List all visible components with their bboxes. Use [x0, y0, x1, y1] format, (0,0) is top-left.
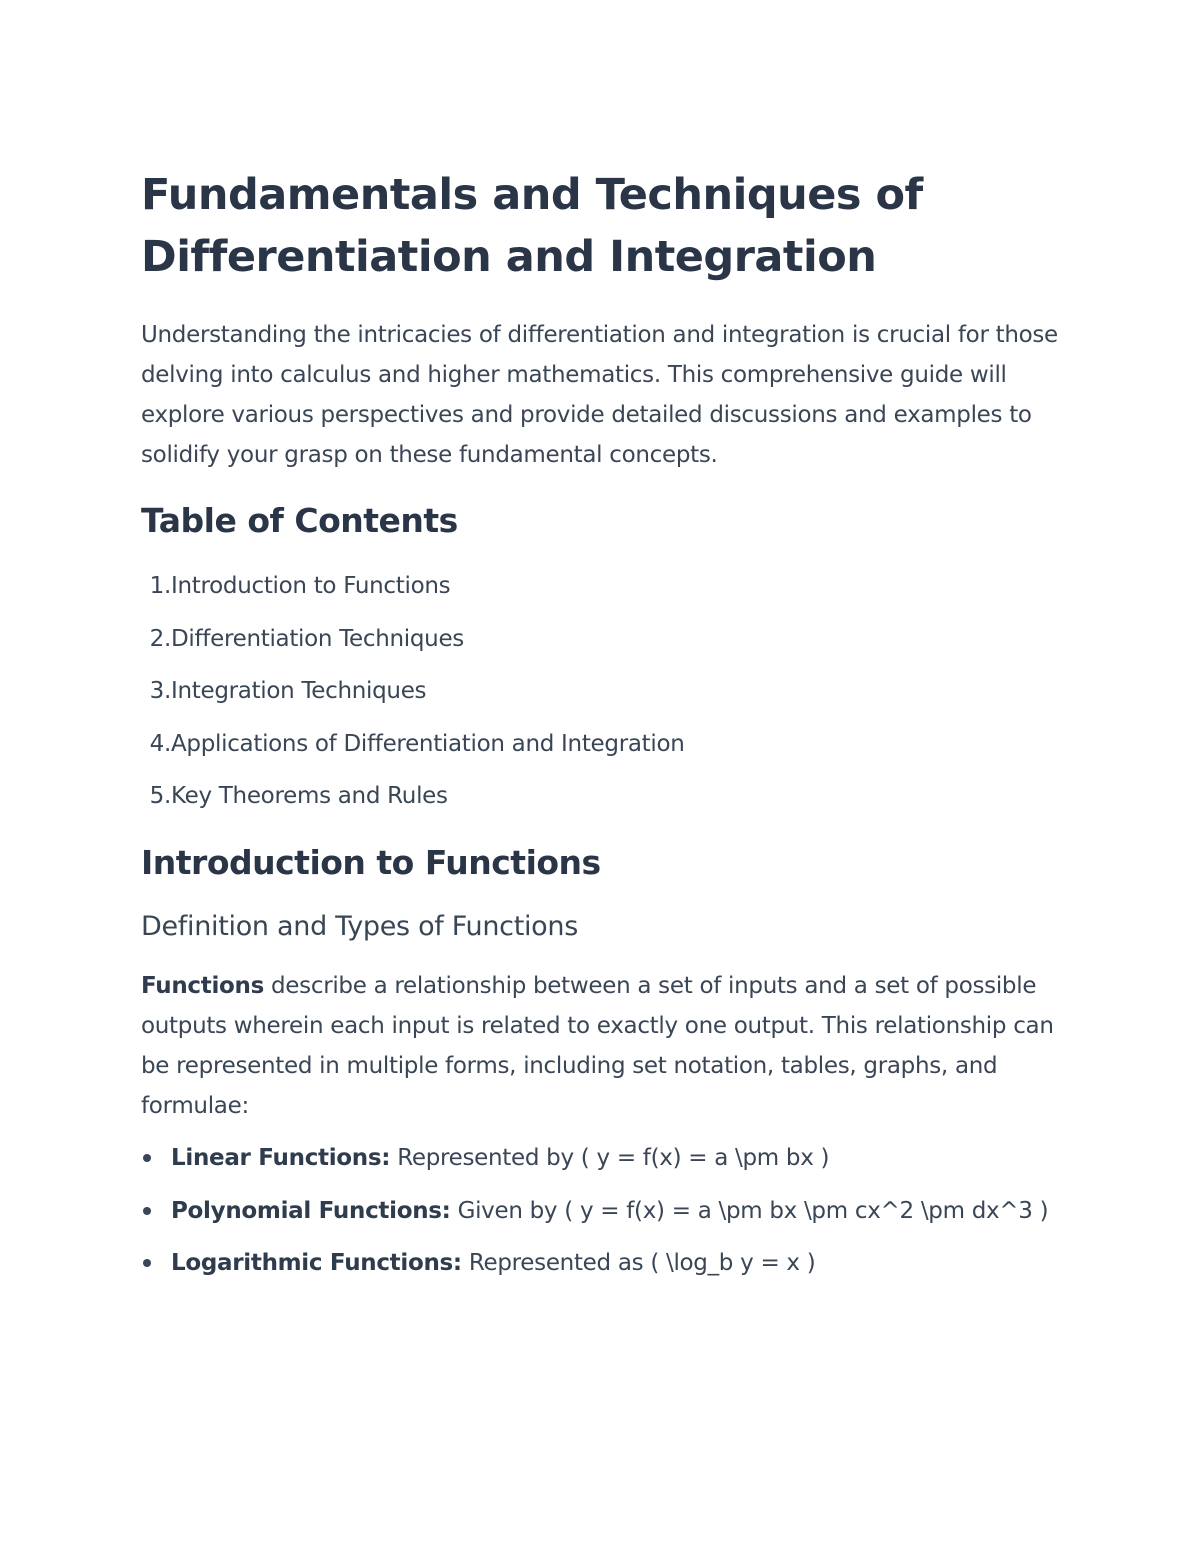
bullet-icon	[143, 1207, 151, 1215]
function-type-text: Represented as ( \log_b y = x )	[461, 1250, 816, 1276]
list-item	[141, 1243, 1061, 1283]
intro-paragraph: Understanding the intricacies of differentiation and integration is crucial for those delving into calculus and higher mathematics. This comprehensive guide will explore various perspectives and provide detailed discussions and examples to solidify your grasp on these fundamental concepts.	[141, 322, 1058, 468]
toc-item-label: Applications of Differentiation and Integration	[171, 730, 685, 757]
function-type-term: Polynomial Functions:	[171, 1197, 451, 1224]
toc-item-number: 2.	[149, 625, 171, 652]
functions-description: describe a relationship between a set of inputs and a set of possible outputs wherein each input is related to exactly one output. This relationship can be represented in multiple forms, including set notation, tables, graphs, and formulae:	[141, 973, 1054, 1119]
toc-item-label: Integration Techniques	[171, 678, 427, 704]
toc-item[interactable]	[141, 566, 1061, 606]
toc-item-label: Introduction to Functions	[171, 573, 451, 599]
toc-item-label: Differentiation Techniques	[171, 625, 464, 652]
function-types-list	[141, 1138, 1061, 1283]
functions-paragraph	[141, 966, 1061, 1126]
toc-item-number: 5.	[149, 783, 171, 809]
section-heading: Introduction to Functions	[141, 843, 601, 882]
toc-item-number: 3.	[149, 678, 171, 704]
function-type-term: Logarithmic Functions:	[171, 1250, 462, 1276]
section-subheading: Definition and Types of Functions	[141, 911, 578, 942]
toc-item-number: 1.	[149, 573, 171, 599]
toc-item[interactable]	[141, 671, 1061, 711]
document-title: Fundamentals and Techniques of Differentiation and Integration	[141, 170, 923, 282]
document-page	[141, 164, 1061, 1296]
bullet-icon	[143, 1154, 151, 1162]
function-type-term: Linear Functions:	[171, 1145, 391, 1171]
list-item	[141, 1138, 1061, 1178]
table-of-contents	[141, 566, 1061, 816]
list-item	[141, 1191, 1061, 1231]
function-type-text: Represented by ( y = f(x) = a \pm bx )	[390, 1145, 830, 1171]
toc-item[interactable]	[141, 619, 1061, 659]
toc-item-number: 4.	[149, 730, 171, 757]
bullet-icon	[143, 1259, 151, 1267]
function-type-text: Given by ( y = f(x) = a \pm bx \pm cx^2 \pm dx^3 )	[450, 1197, 1049, 1224]
toc-item-label: Key Theorems and Rules	[171, 783, 448, 809]
functions-term: Functions	[141, 973, 264, 999]
toc-item[interactable]	[141, 776, 1061, 816]
toc-heading: Table of Contents	[141, 501, 458, 540]
toc-item[interactable]	[141, 724, 1061, 764]
